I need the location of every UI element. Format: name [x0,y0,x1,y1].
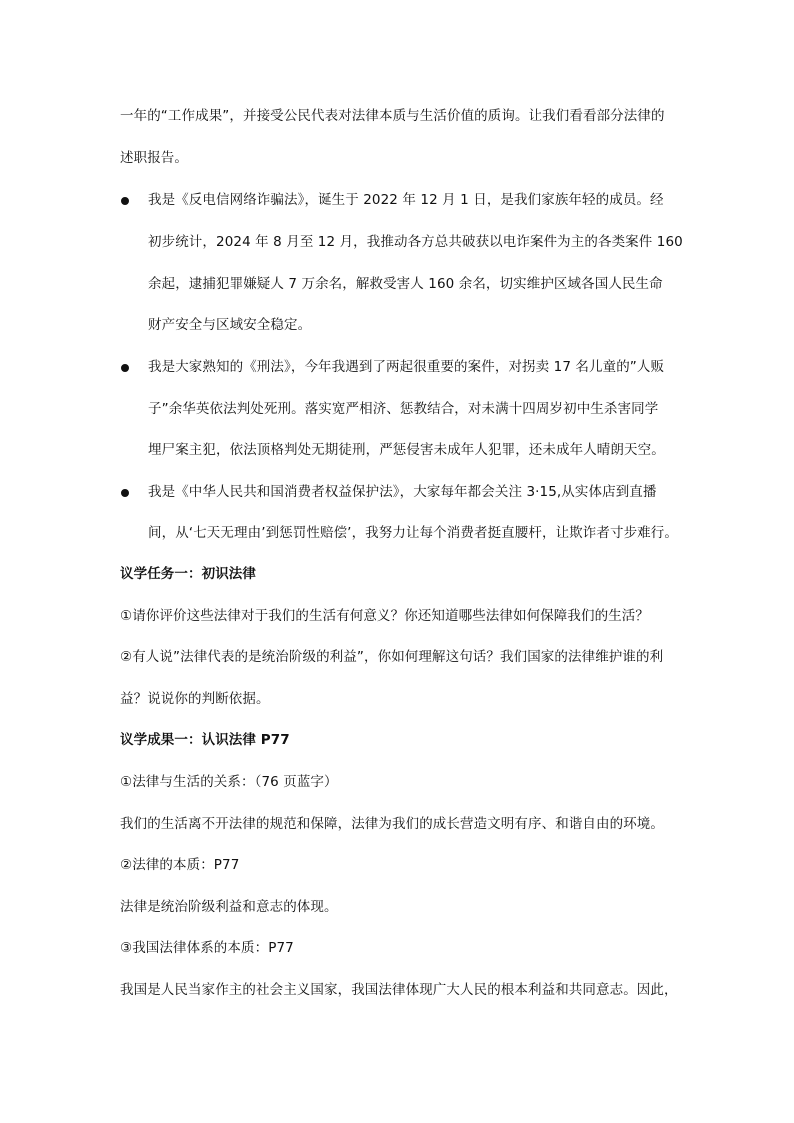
task-1-question-2-line-2: 益？说说你的判断依据。 [120,691,270,707]
bullet-3-line-2: 间，从‘七天无理由’到惩罚性赔偿’，我努力让每个消费者挺直腰杆，让欺诈者寸步难行。 [148,525,678,541]
intro-line-1: 一年的“工作成果”，并接受公民代表对法律本质与生活价值的质询。让我们看看部分法律的 [120,108,665,124]
bullet-1-line-3: 余起，逮捕犯罪嫌疑人 7 万余名，解救受害人 160 余名，切实维护区域各国人民生命 [148,276,663,292]
bullet-2-line-3: 埋尸案主犯，依法顶格判处无期徒刑，严惩侵害未成年人犯罪，还未成年人晴朗天空。 [148,442,665,458]
result-1-item-2-body: 法律是统治阶级利益和意志的体现。 [120,899,338,915]
bullet-2-line-2: 子”余华英依法判处死刑。落实宽严相济、惩教结合，对未满十四周岁初中生杀害同学 [148,401,659,417]
bullet-marker [121,489,129,497]
bullet-marker [121,197,129,205]
bullet-1-line-1: 我是《反电信网络诈骗法》，诞生于 2022 年 12 月 1 日，是我们家族年轻的成员。经 [148,192,664,208]
bullet-3-line-1: 我是《中华人民共和国消费者权益保护法》，大家每年都会关注 3·15,从实体店到直播 [148,484,657,500]
result-1-item-3-title: ③我国法律体系的本质：P77 [120,940,294,956]
bullet-1-line-4: 财产安全与区域安全稳定。 [148,317,312,333]
result-1-heading: 议学成果一：认识法律 P77 [120,732,290,748]
result-1-item-2-title: ②法律的本质：P77 [120,857,240,873]
intro-line-2: 述职报告。 [120,150,188,166]
bullet-2-line-1: 我是大家熟知的《刑法》，今年我遇到了两起很重要的案件，对拐卖 17 名儿童的”人贩 [148,359,665,375]
result-1-item-1-title: ①法律与生活的关系：（76 页蓝字） [120,774,338,790]
task-1-question-2-line-1: ②有人说”法律代表的是统治阶级的利益”，你如何理解这句话？我们国家的法律维护谁的利 [120,649,664,665]
result-1-item-3-body: 我国是人民当家作主的社会主义国家，我国法律体现广大人民的根本利益和共同意志。因此， [120,982,678,998]
result-1-item-1-body: 我们的生活离不开法律的规范和保障，法律为我们的成长营造文明有序、和谐自由的环境。 [120,816,664,832]
task-1-heading: 议学任务一：初识法律 [120,566,256,582]
bullet-marker [121,364,129,372]
task-1-question-1: ①请你评价这些法律对于我们的生活有何意义？你还知道哪些法律如何保障我们的生活？ [120,608,650,624]
bullet-1-line-2: 初步统计，2024 年 8 月至 12 月，我推动各方总共破获以电诈案件为主的各类案件 160 [148,234,683,250]
